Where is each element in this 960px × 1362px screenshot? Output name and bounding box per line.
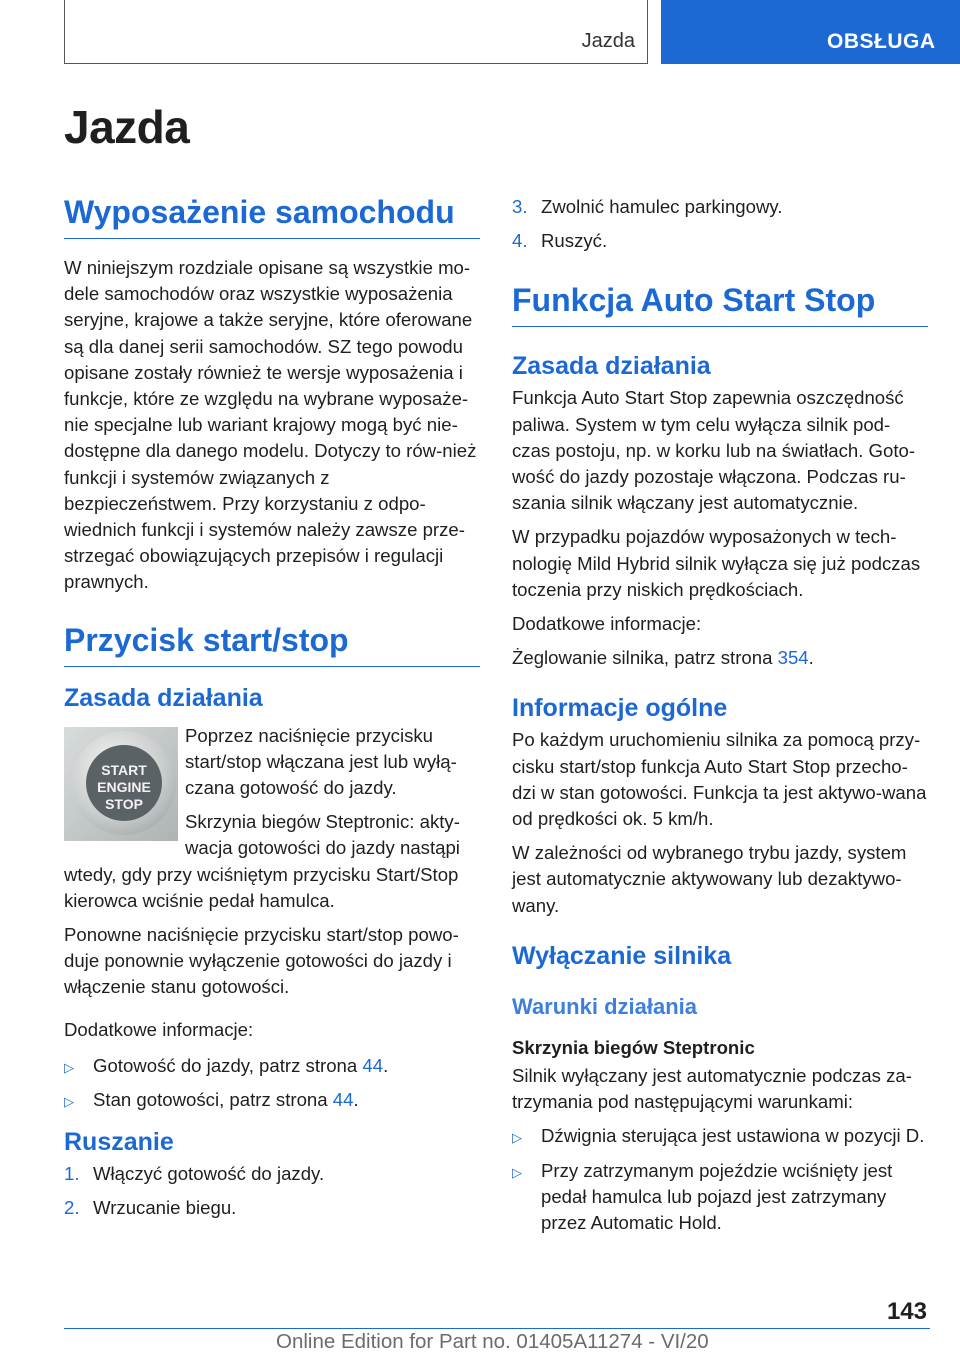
info-list	[64, 1053, 480, 1113]
footer-edition: Online Edition for Part no. 01405A11274 - VI/20	[276, 1330, 709, 1353]
right-column	[512, 194, 928, 1244]
paragraph: Dodatkowe informacje:	[64, 1018, 254, 1040]
subheading-informacje: Informacje ogólne	[512, 694, 728, 723]
subheading-warunki: Warunki działania	[512, 993, 698, 1019]
paragraph: W niniejszym rozdziale opisane są wszystkie mo-dele samochodów oraz wszystkie wyposażenia seryjne, krajowe a także seryjne, które oferowane są dla danej serii samochodów. SZ tego powodu opisane zostały również te wersje wyposażenia i funkcje, które ze względu na wybrane wyposaże-nie specjalne lub wariant krajowy mogą być nie-dostępne dla danego modelu. Dotyczy to rów-nież funkcji i systemów związanych z bezpieczeństwem. Przy korzystaniu z odpo-wiednich funkcji i systemów należy zawsze prze-strzegać obowiązujących przepisów i regulacji prawnych.	[64, 257, 477, 593]
list-item: ▷ Gotowość do jazdy, patrz strona 44.	[64, 1053, 480, 1079]
page-link[interactable]: 44	[362, 1054, 384, 1076]
footer-divider	[64, 1328, 930, 1329]
paragraph: Żeglowanie silnika, patrz strona 354.	[512, 647, 814, 669]
list-item: 3. Zwolnić hamulec parkingowy.	[512, 196, 783, 217]
paragraph: Funkcja Auto Start Stop zapewnia oszczędność paliwa. System w tym celu wyłącza silnik pod-czas postoju, np. w korku lub na światłach. Goto-wość do jazdy pozostaje włączona. Podczas ru-szania silnik włączany jest automatycznie.	[512, 387, 916, 514]
heading-auto-start-stop: Funkcja Auto Start Stop	[512, 280, 928, 327]
paragraph: W zależności od wybranego trybu jazdy, system jest automatycznie aktywowany lub dezaktywo-wany.	[512, 842, 907, 916]
page-link[interactable]: 44	[332, 1089, 354, 1111]
paragraph: Dodatkowe informacje:	[512, 613, 702, 635]
triangle-icon: ▷	[64, 1094, 74, 1110]
heading-wyposazenie: Wyposażenie samochodu	[64, 192, 480, 239]
list-item: ▷ Dźwignia sterująca jest ustawiona w pozycji D.	[512, 1123, 928, 1149]
triangle-icon: ▷	[512, 1164, 522, 1180]
list-item: 1. Włączyć gotowość do jazdy.	[64, 1163, 325, 1185]
start-stop-button-image	[64, 727, 178, 841]
list-item: ▷ Przy zatrzymanym pojeździe wciśnięty jest pedał hamulca lub pojazd jest zatrzymany przez Automatic Hold.	[512, 1159, 893, 1234]
subheading-ruszanie: Ruszanie	[64, 1128, 174, 1157]
list-item: 4. Ruszyć.	[512, 230, 608, 252]
triangle-icon: ▷	[512, 1130, 522, 1146]
list-item: ▷ Stan gotowości, patrz strona 44.	[64, 1087, 480, 1113]
header-box	[64, 0, 648, 64]
page-link[interactable]: 354	[777, 647, 809, 669]
triangle-icon: ▷	[64, 1059, 74, 1075]
heading-przycisk-start-stop: Przycisk start/stop	[64, 620, 480, 667]
paragraph: W przypadku pojazdów wyposażonych w tech-nologię Mild Hybrid silnik wyłącza się już podczas toczenia przy niskich prędkościach.	[512, 526, 921, 600]
subheading-wylaczanie: Wyłączanie silnika	[512, 941, 732, 970]
steps-list-continued	[512, 194, 928, 254]
paragraph: Po każdym uruchomieniu silnika za pomocą przy-cisku start/stop funkcja Auto Start Stop przecho-dzi w stan gotowości. Funkcja ta jest aktywo-wana od prędkości ok. 5 km/h.	[512, 729, 927, 830]
subheading-zasada: Zasada działania	[64, 683, 263, 712]
steps-list	[64, 1161, 480, 1221]
header-section-label: Jazda	[581, 30, 635, 52]
start-stop-button-face: START ENGINE STOP	[86, 745, 162, 821]
paragraph: Silnik wyłączany jest automatycznie podczas za-trzymania pod następującymi warunkami:	[512, 1065, 912, 1113]
page-number: 143	[886, 1298, 927, 1325]
left-column	[64, 192, 480, 1230]
conditions-list	[512, 1123, 928, 1236]
paragraph: Ponowne naciśnięcie przycisku start/stop powo-duje ponownie wyłączenie gotowości do jazdy i włączenie stanu gotowości.	[64, 924, 459, 998]
subheading-steptronic: Skrzynia biegów Steptronic	[512, 1036, 755, 1058]
page-title: Jazda	[64, 101, 190, 153]
list-item: 2. Wrzucanie biegu.	[64, 1197, 237, 1219]
paragraph: Skrzynia biegów Steptronic: akty-wacja gotowości do jazdy nastąpi wtedy, gdy przy wciśniętym przycisku Start/Stop kierowca wciśnie pedał hamulca.	[64, 811, 460, 911]
header-tab[interactable]: OBSŁUGA	[661, 0, 960, 64]
paragraph: Poprzez naciśnięcie przycisku start/stop włączana jest lub wyłą-czana gotowość do jazdy.	[185, 724, 457, 799]
subheading-zasada: Zasada działania	[512, 352, 711, 381]
